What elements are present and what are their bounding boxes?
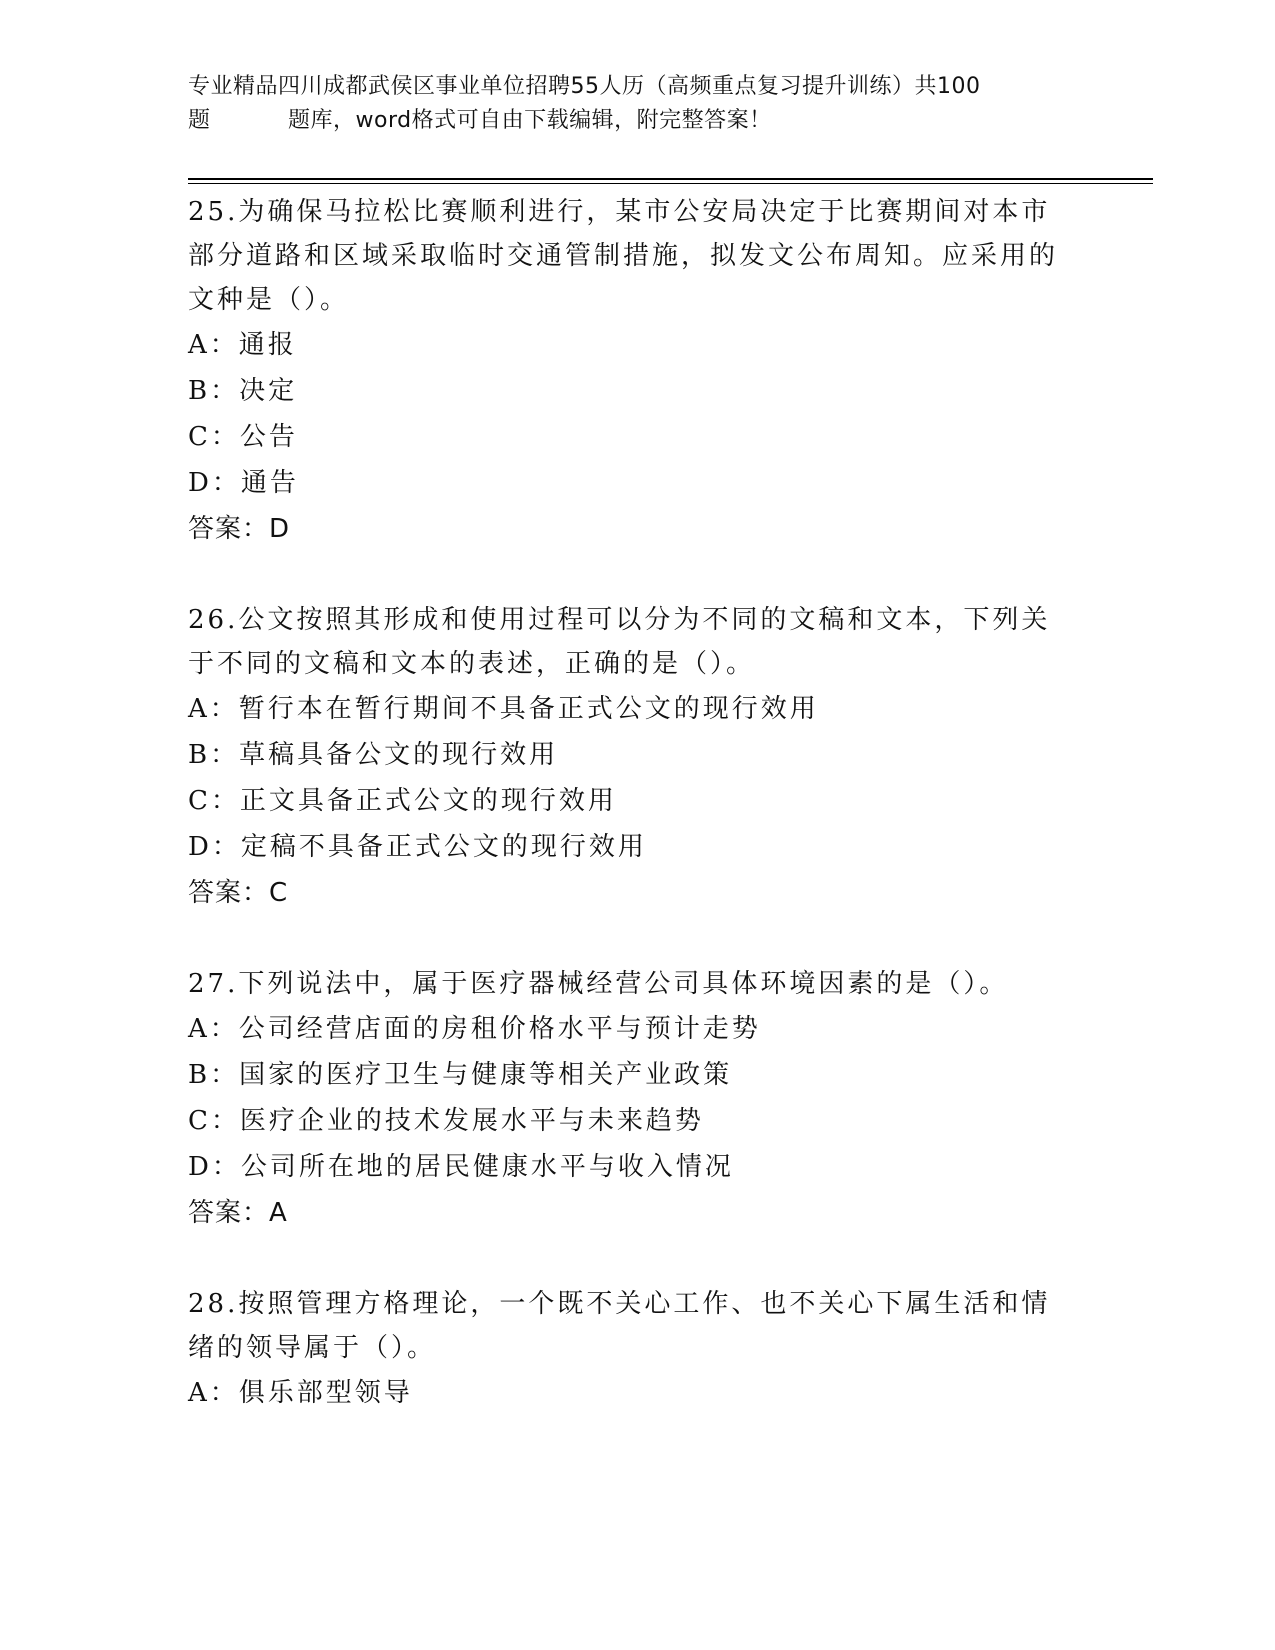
question-26: [188, 598, 1188, 916]
option-d: D：定稿不具备正式公文的现行效用: [188, 832, 647, 862]
header-line2-left: 题: [188, 108, 211, 133]
option-d: D：公司所在地的居民健康水平与收入情况: [188, 1152, 734, 1182]
question-text: 25.为确保马拉松比赛顺利进行，某市公安局决定于比赛期间对本市部分道路和区域采取临时交通管制措施，拟发文公布周知。应采用的文种是（）。: [188, 197, 1059, 315]
question-text: 27.下列说法中，属于医疗器械经营公司具体环境因素的是（）。: [188, 969, 1009, 999]
header-rule-thick: [188, 178, 1153, 180]
option-a: A：公司经营店面的房租价格水平与预计走势: [188, 1014, 761, 1044]
option-a: A：俱乐部型领导: [188, 1378, 413, 1408]
option-c: C：正文具备正式公文的现行效用: [188, 786, 617, 816]
answer: 答案：A: [188, 1198, 288, 1228]
option-a: A：暂行本在暂行期间不具备正式公文的现行效用: [188, 694, 819, 724]
question-list: [188, 190, 1188, 1416]
question-27: [188, 962, 1188, 1236]
header-title-line1: 专业精品四川成都武侯区事业单位招聘55人历（高频重点复习提升训练）共100: [188, 74, 981, 99]
option-c: C：医疗企业的技术发展水平与未来趋势: [188, 1106, 704, 1136]
question-text: 26.公文按照其形成和使用过程可以分为不同的文稿和文本，下列关于不同的文稿和文本的表述，正确的是（）。: [188, 605, 1051, 679]
option-b: B：国家的医疗卫生与健康等相关产业政策: [188, 1060, 733, 1090]
question-28: [188, 1282, 1188, 1416]
header-title-line2: [188, 104, 1088, 138]
header-rule-thin: [188, 183, 1153, 184]
option-c: C：公告: [188, 422, 298, 452]
option-a: A：通报: [188, 330, 297, 360]
option-b: B：决定: [188, 376, 298, 406]
option-b: B：草稿具备公文的现行效用: [188, 740, 559, 770]
document-header: [188, 70, 1088, 138]
header-line2-right: 题库，word格式可自由下载编辑，附完整答案！: [288, 108, 772, 133]
option-d: D：通告: [188, 468, 299, 498]
answer: 答案：C: [188, 878, 289, 908]
question-text: 28.按照管理方格理论，一个既不关心工作、也不关心下属生活和情绪的领导属于（）。: [188, 1289, 1051, 1363]
question-25: [188, 190, 1188, 552]
answer: 答案：D: [188, 514, 291, 544]
